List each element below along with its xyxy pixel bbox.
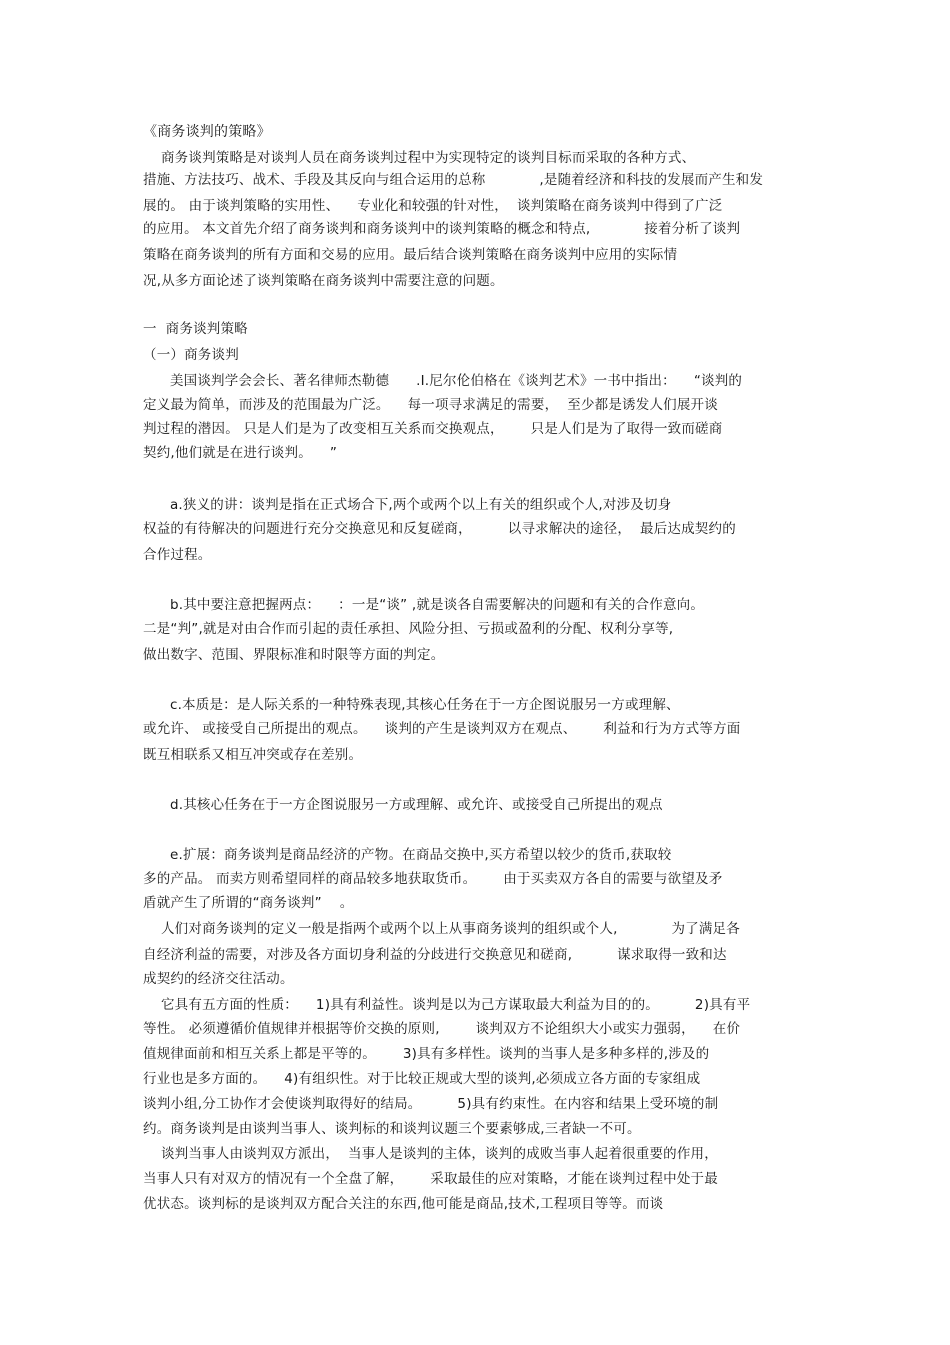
text-line: 权益的有待解决的问题进行充分交换意见和反复磋商， 以寻求解决的途径， 最后达成契约的 bbox=[143, 521, 736, 537]
text-line: 成契约的经济交往活动。 bbox=[143, 971, 294, 987]
text-line: 谈判当事人由谈判双方派出， 当事人是谈判的主体，谈判的成败当事人起着很重要的作用， bbox=[143, 1146, 718, 1162]
text-line: 多的产品。 而卖方则希望同样的商品较多地获取货币。 由于买卖双方各自的需要与欲望及矛 bbox=[143, 871, 723, 887]
text-line: 定义最为简单，而涉及的范围最为广泛。 每一项寻求满足的需要， 至少都是诱发人们展开谈 bbox=[143, 397, 718, 413]
text-line: 判过程的潜因。 只是人们是为了改变相互关系而交换观点， 只是人们是为了取得一致而磋商 bbox=[143, 421, 723, 437]
text-line: 展的。 由于谈判策略的实用性、 专业化和较强的针对性， 谈判策略在商务谈判中得到了广泛 bbox=[143, 198, 723, 214]
text-line: 优状态。谈判标的是谈判双方配合关注的东西,他可能是商品,技术,工程项目等等。而谈 bbox=[143, 1196, 664, 1212]
text-line: 等性。 必须遵循价值规律并根据等价交换的原则, 谈判双方不论组织大小或实力强弱， 在价 bbox=[143, 1021, 741, 1037]
text-line: 商务谈判策略是对谈判人员在商务谈判过程中为实现特定的谈判目标而采取的各种方式、 bbox=[143, 150, 696, 166]
document-title: 《商务谈判的策略》 bbox=[143, 124, 271, 140]
text-line: 行业也是多方面的。 4)有组织性。对于比较正规或大型的谈判,必须成立各方面的专家组成 bbox=[143, 1071, 701, 1087]
text-line: b.其中要注意把握两点： ：一是“谈” ,就是谈各自需要解决的问题和有关的合作意向。 bbox=[143, 597, 705, 613]
text-line: a.狭义的讲：谈判是指在正式场合下,两个或两个以上有关的组织或个人,对涉及切身 bbox=[143, 497, 672, 513]
text-line: 契约,他们就是在进行谈判。 ” bbox=[143, 445, 338, 461]
text-line: 况,从多方面论述了谈判策略在商务谈判中需要注意的问题。 bbox=[143, 273, 504, 289]
text-line: d.其核心任务在于一方企图说服另一方或理解、或允许、或接受自己所提出的观点 bbox=[143, 797, 663, 813]
text-line: 做出数字、范围、界限标准和时限等方面的判定。 bbox=[143, 647, 445, 663]
text-line: c.本质是：是人际关系的一种特殊表现,其核心任务在于一方企图说服另一方或理解、 bbox=[143, 697, 680, 713]
text-line: 既互相联系又相互冲突或存在差别。 bbox=[143, 747, 363, 763]
text-line: 它具有五方面的性质： 1)具有利益性。谈判是以为己方谋取最大利益为目的的。 2)具有平 bbox=[143, 997, 751, 1013]
text-line: 的应用。 本文首先介绍了商务谈判和商务谈判中的谈判策略的概念和特点, 接着分析了谈判 bbox=[143, 221, 741, 237]
text-line: 值规律面前和相互关系上都是平等的。 3)具有多样性。谈判的当事人是多种多样的,涉及的 bbox=[143, 1046, 710, 1062]
text-line: e.扩展：商务谈判是商品经济的产物。在商品交换中,买方希望以较少的货币,获取较 bbox=[143, 847, 672, 863]
text-line: 当事人只有对双方的情况有一个全盘了解， 采取最佳的应对策略，才能在谈判过程中处于最 bbox=[143, 1171, 718, 1187]
text-line: 自经济利益的需要，对涉及各方面切身利益的分歧进行交换意见和磋商, 谋求取得一致和达 bbox=[143, 947, 727, 963]
text-line: 二是“判”,就是对由合作而引起的责任承担、风险分担、亏损或盈利的分配、权利分享等, bbox=[143, 621, 674, 637]
text-line: 美国谈判学会会长、著名律师杰勒德 .I.尼尔伦伯格在《谈判艺术》一书中指出： “谈判的 bbox=[143, 373, 743, 389]
subsection-heading: （一）商务谈判 bbox=[143, 347, 239, 363]
text-line: 合作过程。 bbox=[143, 547, 212, 563]
text-line: 谈判小组,分工协作才会使谈判取得好的结局。 5)具有约束性。在内容和结果上受环境的制 bbox=[143, 1096, 719, 1112]
text-line: 策略在商务谈判的所有方面和交易的应用。最后结合谈判策略在商务谈判中应用的实际情 bbox=[143, 247, 678, 263]
text-line: 盾就产生了所谓的“商务谈判” 。 bbox=[143, 895, 354, 911]
text-line: 措施、方法技巧、战术、手段及其反向与组合运用的总称 ,是随着经济和科技的发展而产生和发 bbox=[143, 172, 764, 188]
section-heading: 一 商务谈判策略 bbox=[143, 321, 248, 337]
text-line: 或允许、 或接受自己所提出的观点。 谈判的产生是谈判双方在观点、 利益和行为方式等方面 bbox=[143, 721, 741, 737]
text-line: 约。商务谈判是由谈判当事人、谈判标的和谈判议题三个要素够成,三者缺一不可。 bbox=[143, 1121, 641, 1137]
text-line: 人们对商务谈判的定义一般是指两个或两个以上从事商务谈判的组织或个人, 为了满足各 bbox=[143, 921, 740, 937]
